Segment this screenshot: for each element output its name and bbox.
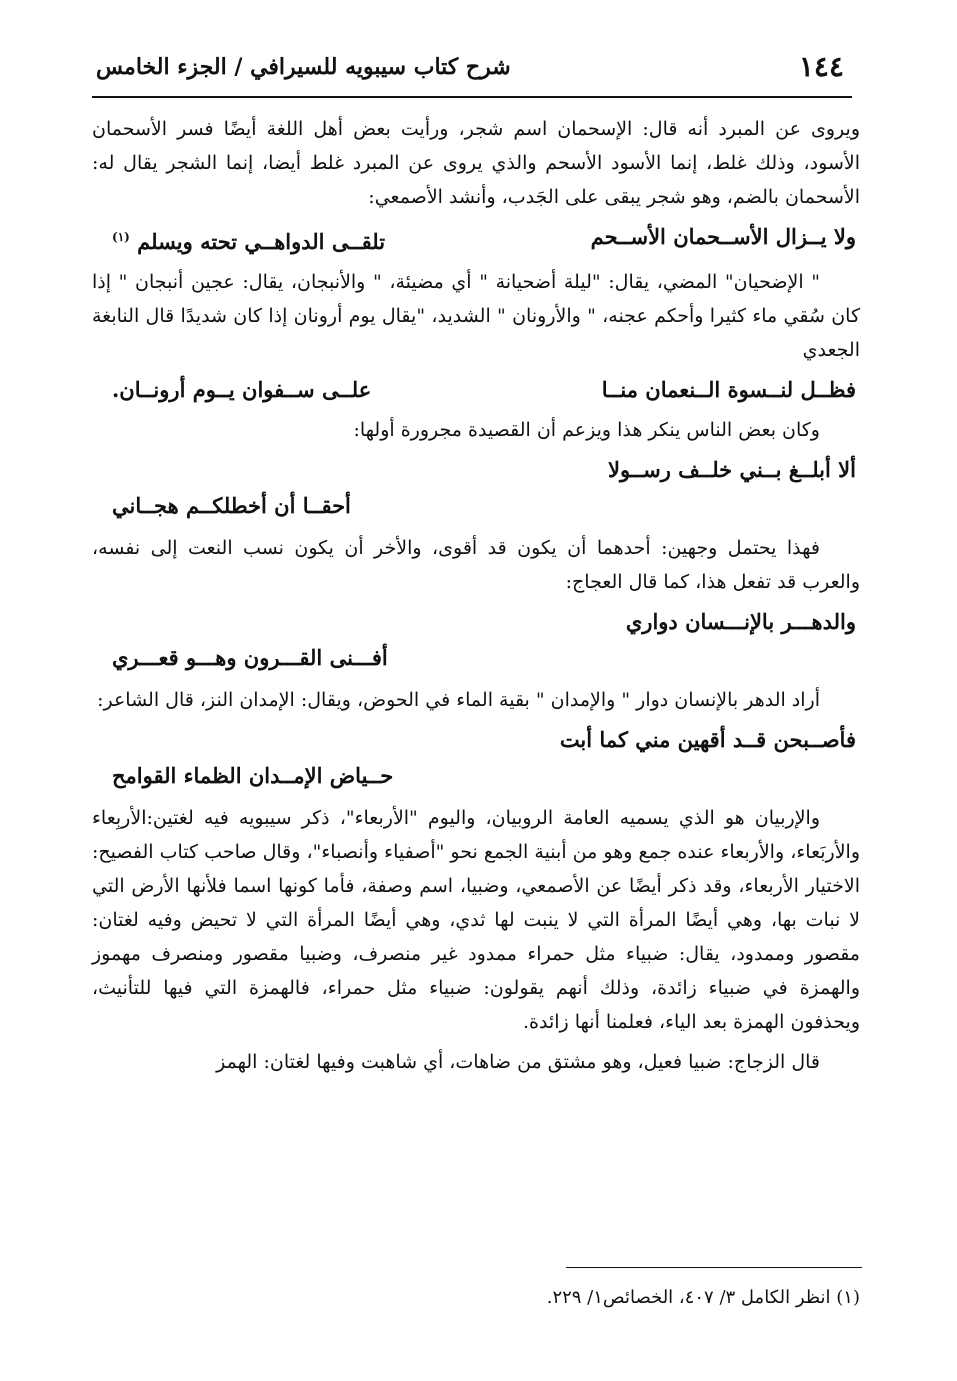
- verse-second-hemistich: أفـــنى القـــرون وهـــو قعـــري: [112, 645, 388, 670]
- paragraph: " الإضحيان" المضي، يقال: "ليلة أضحيانة " أي مضيئة، " والأنبجان، يقال: عجين أنبجان " إذا كان سُقي ماء كثيرا وأحكم عجنه، " والأرونان " الشديد، "يقال يوم أرونان إذا كان شديدًا قال النابغة الجعدي: [92, 271, 860, 361]
- verse: [92, 723, 860, 795]
- verse-first-hemistich: فأصــبحن قــد أقهين مني كما أبت: [559, 727, 856, 752]
- verse-first-hemistich: فظــل لنــسوة الــنعمان منــا: [601, 377, 856, 402]
- paragraph: ويروى عن المبرد أنه قال: الإسحمان اسم شجر، ورأيت بعض أهل اللغة أيضًا فسر الأسحمان الأسود، وذلك غلط، إنما الأسود الأسحم والذي يروى عن المبرد غلط أيضا، إنما الشجر يقال له: الأسحمان بالضم، وهو شجر يبقى على الجَدب، وأنشد الأصمعي:: [92, 118, 860, 208]
- footnote-marker: (١): [112, 230, 130, 244]
- page-header: [92, 40, 852, 98]
- page-number: ١٤٤: [798, 50, 844, 83]
- verse-first-hemistich: ولا يــزال الأســحمان الأســحم: [590, 224, 856, 249]
- verse-first-hemistich: والدهـــر بالإنـــسان دواري: [625, 609, 856, 634]
- running-title: شرح كتاب سيبويه للسيرافي / الجزء الخامس: [96, 54, 511, 80]
- paragraph: فهذا يحتمل وجهين: أحدهما أن يكون قد أقوى، والأخر أن يكون نسب النعت إلى نفسه، والعرب قد تفعل هذا، كما قال العجاج:: [92, 537, 860, 593]
- paragraph: وكان بعض الناس ينكر هذا ويزعم أن القصيدة مجرورة أولها:: [353, 419, 820, 441]
- paragraph: أراد الدهر بالإنسان دوار " والإمدان " بقية الماء في الحوض، ويقال: الإمدان النز، قال الشاعر:: [97, 689, 820, 711]
- footnote: (١) انظر الكامل ٣/ ٤٠٧، الخصائص١/ ٢٢٩.: [546, 1287, 860, 1308]
- verse-second-hemistich: تلقــى الدواهــي تحته ويسلم $^{(١)}$: [112, 229, 386, 254]
- verse: [92, 220, 860, 259]
- verse: [92, 373, 860, 407]
- verse-first-hemistich: ألا أبلــغ بــني خلــف رســولا: [607, 457, 856, 482]
- paragraph: والإربيان هو الذي يسميه العامة الروبيان، واليوم "الأربعاء"، ذكر سيبويه فيه لغتين:الأربِعاء والأربَعاء، والأربعاء عنده جمع وهو من أبنية الجمع نحو "أصفياء وأنصباء"، وقال صاحب كتاب الفصيح: الاختيار الأربعاء، وقد ذكر أيضًا عن الأصمعي، وضبيا، اسم وصفة، فأما كونها اسما فلأنها الأرض التي لا نبات بها، وهي أيضًا المرأة التي لا ينبت لها ثدي، وهي أيضًا المرأة التي لا تحيض وفيه لغتان: مقصور وممدود، يقال: ضبياء مثل حمراء ممدود غير منصرف، وضبيا مقصور ومنصرف مهموز والهمزة في ضبياء زائدة، وذلك أنهم يقولون: ضبياء مثل حمراء، فالهمزة التي فيها للتأنيث، ويحذفون الهمزة بعد الياء، فعلمنا أنها زائدة.: [92, 807, 860, 1033]
- verse-second-hemistich: حــياض الإمــدان الظماء القوامح: [112, 763, 394, 788]
- page-body: [92, 112, 860, 1079]
- verse-second-hemistich: أحقــا أن أخطلكــم هجــاني: [112, 493, 351, 518]
- verse: [92, 605, 860, 677]
- verse: [92, 453, 860, 525]
- verse-second-hemistich: علــى ســفوان يــوم أرونــان.: [112, 377, 372, 402]
- paragraph: قال الزجاج: ضبيا فعيل، وهو مشتق من ضاهات، أي شاهبت وفيها لغتان: الهمز: [216, 1051, 820, 1073]
- footnote-divider: [566, 1267, 862, 1268]
